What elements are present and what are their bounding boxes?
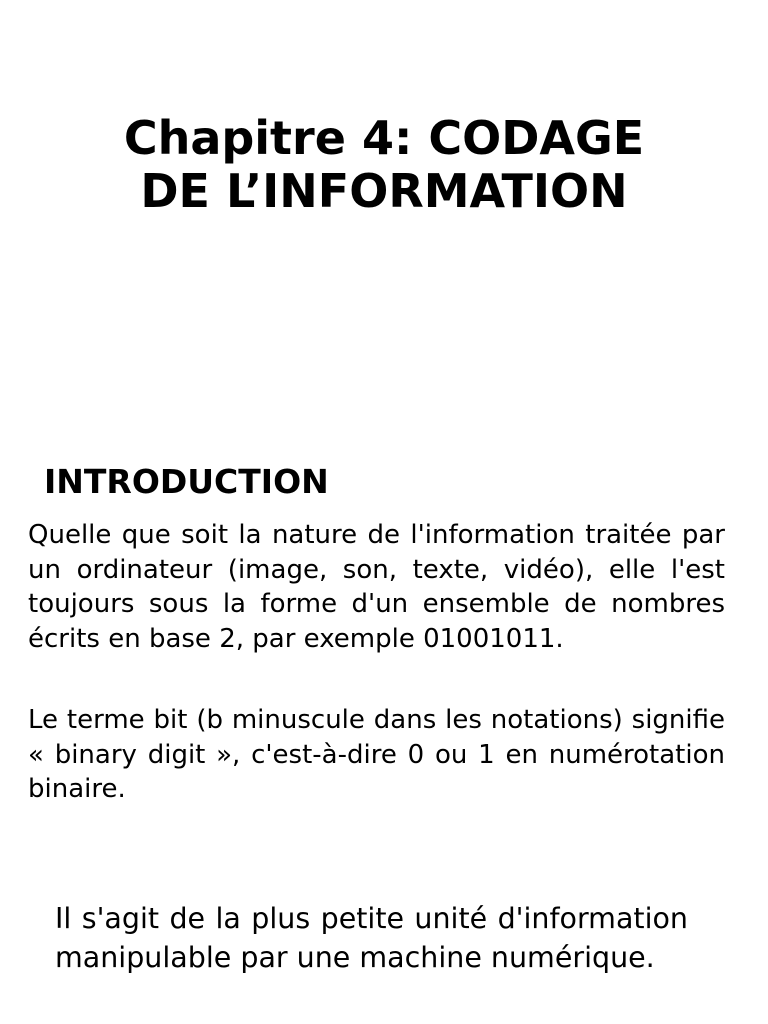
paragraph-smallest-unit: Il s'agit de la plus petite unité d'information manipulable par une machine numérique. [55, 902, 688, 974]
slide-title [60, 112, 708, 218]
slide-title-line-1: Chapitre 4: CODAGE [123, 111, 645, 165]
paragraph-binary-representation: Quelle que soit la nature de l'information traitée par un ordinateur (image, son, texte, vidéo), elle l'est toujours sous la forme d'un ensemble de nombres écrits en base 2, par exemple 01001011. [28, 520, 725, 654]
section-heading: INTRODUCTION [44, 462, 329, 501]
paragraph-bit-definition: Le terme bit (b minuscule dans les notations) signifie « binary digit », c'est-à-dire 0 ou 1 en numérotation binaire. [28, 705, 725, 804]
slide-title-line-2: DE L’INFORMATION [140, 164, 628, 218]
